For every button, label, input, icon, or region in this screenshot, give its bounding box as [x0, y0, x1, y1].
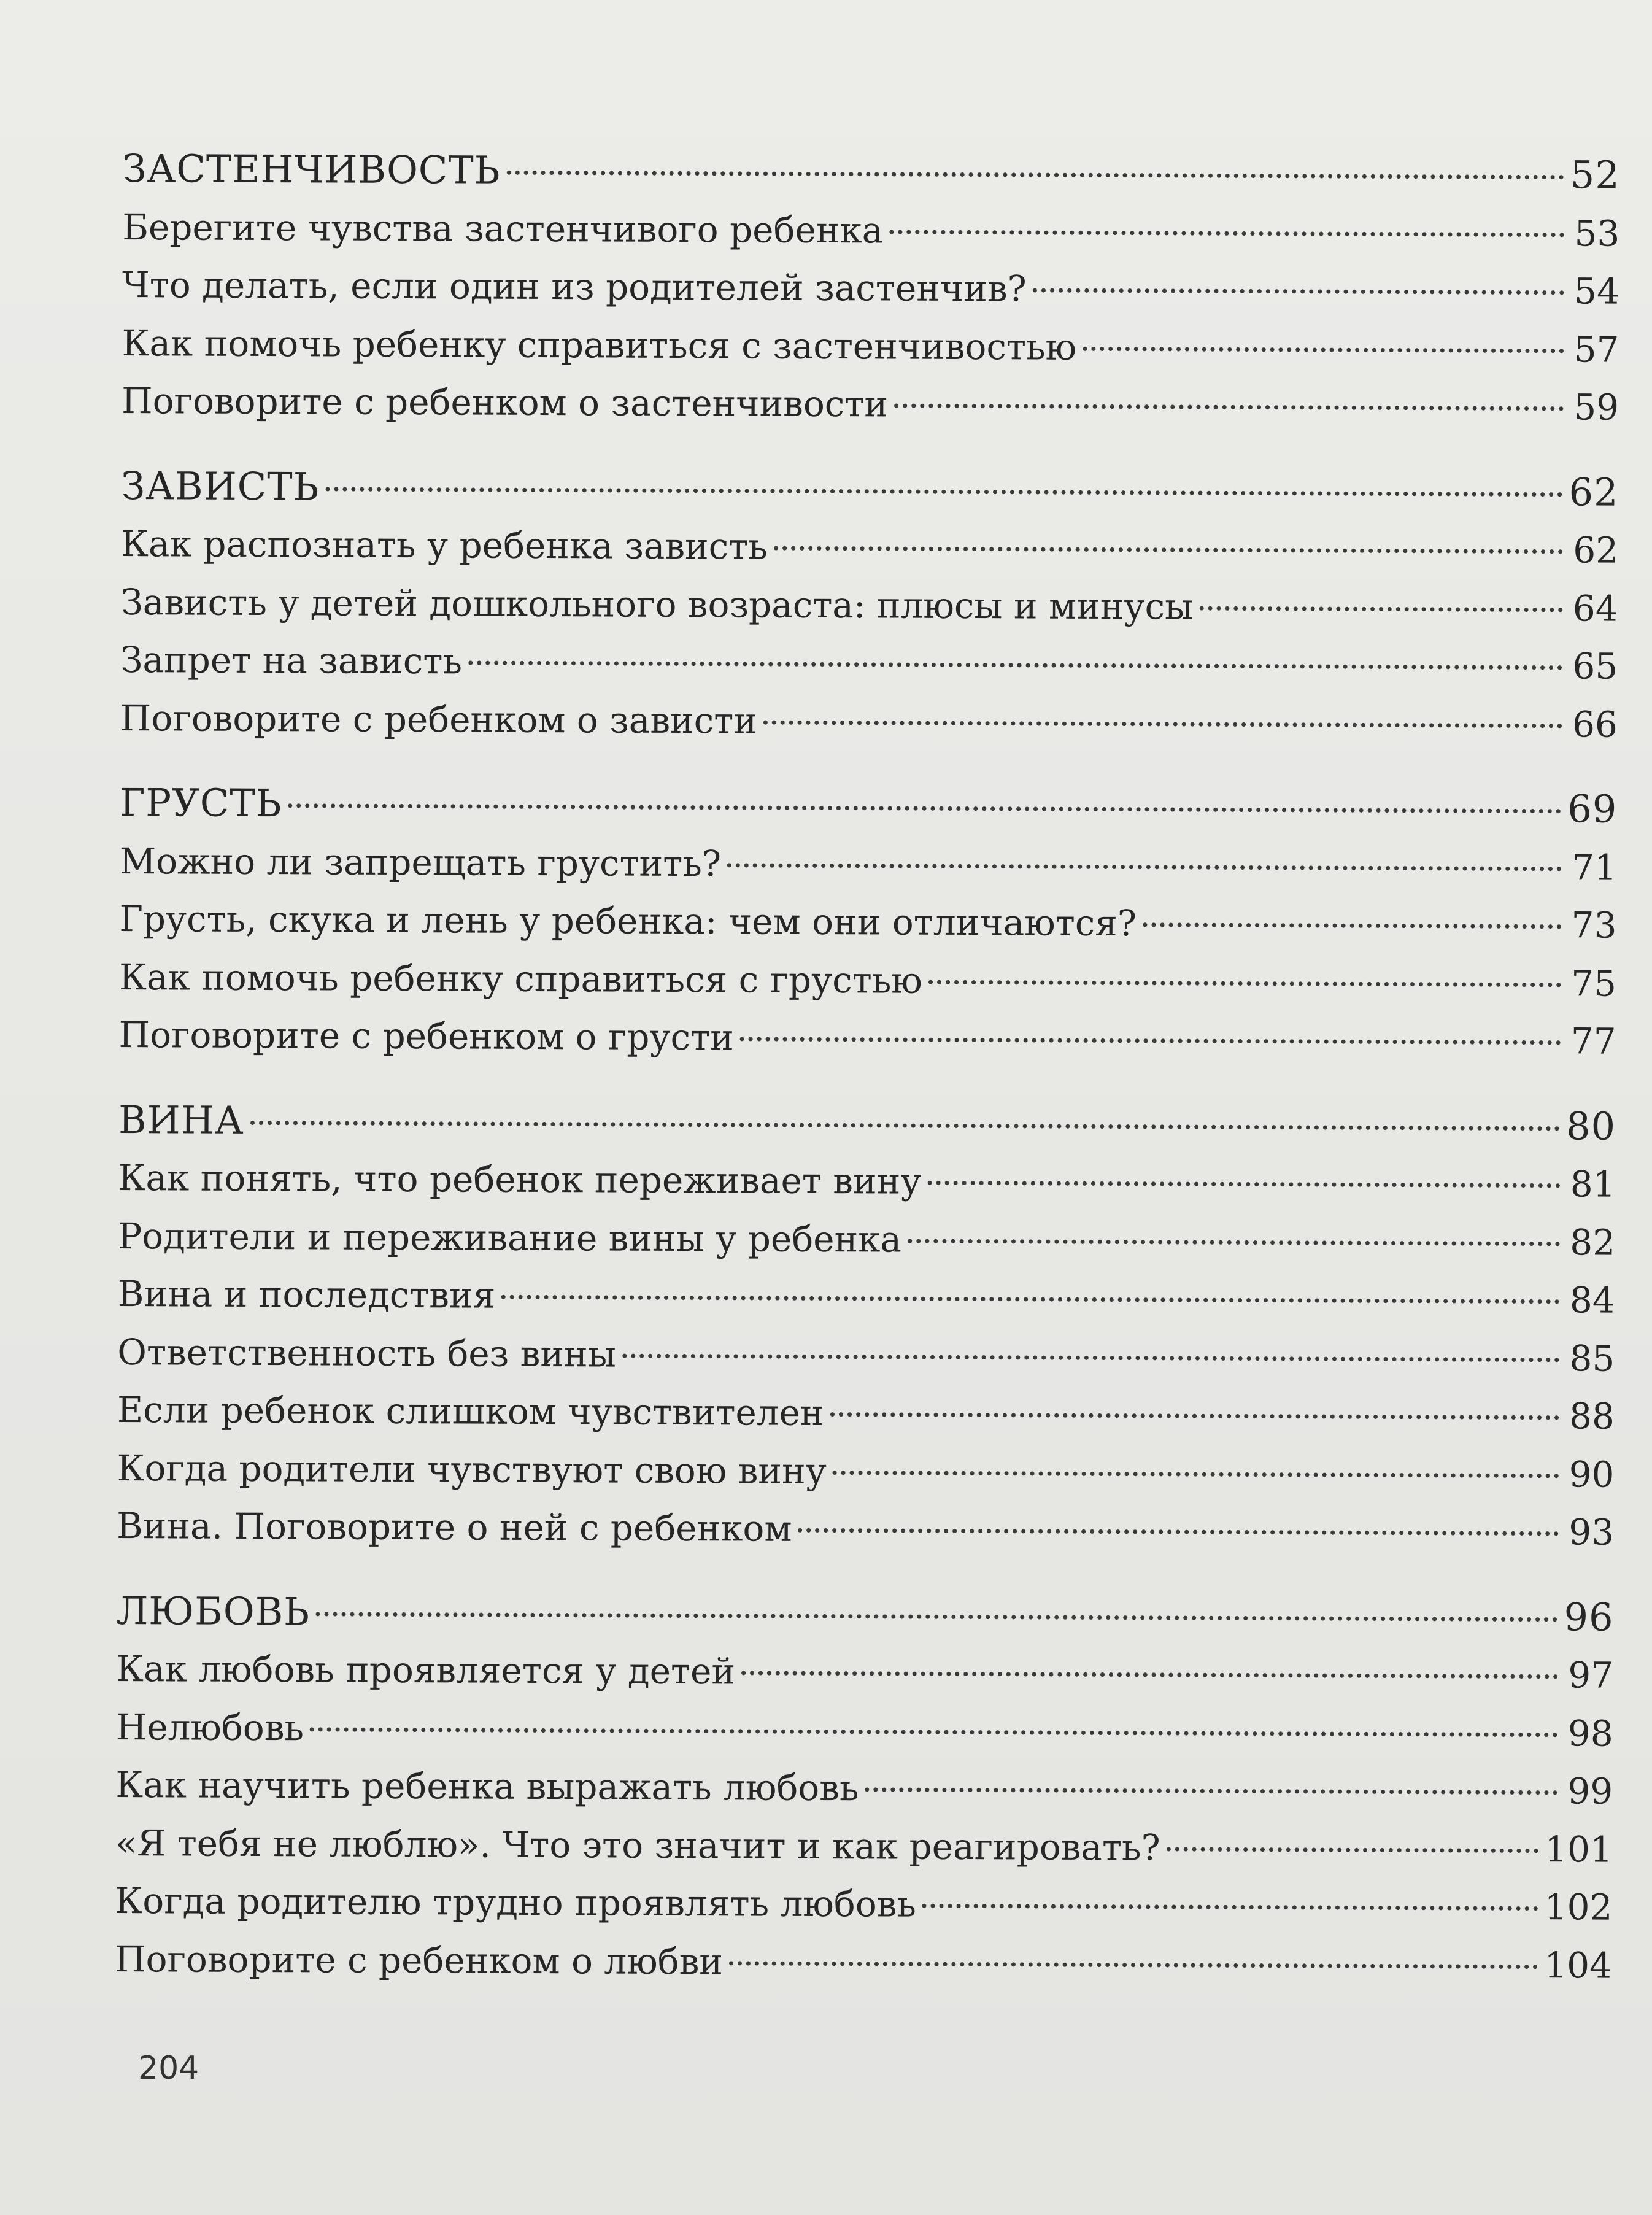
toc-heading-title: ВИНА [118, 1097, 244, 1143]
dot-leader [830, 1412, 1559, 1420]
dot-leader [468, 660, 1562, 670]
toc-entry-page: 84 [1569, 1279, 1615, 1321]
toc-entry-page: 73 [1571, 904, 1617, 946]
toc-heading [118, 1091, 1616, 1155]
toc-entry-title: Вина и последствия [117, 1272, 496, 1316]
dot-leader [833, 1471, 1559, 1478]
toc-heading [123, 140, 1620, 204]
toc-section-envy [120, 457, 1619, 753]
table-of-contents [115, 140, 1620, 2022]
dot-leader [288, 803, 1561, 813]
toc-entry [120, 631, 1618, 695]
toc-entry [122, 256, 1619, 320]
toc-entry-title: Нелюбовь [115, 1706, 304, 1749]
toc-entry-title: Поговорите с ребенком о любви [114, 1938, 724, 1982]
dot-leader [1199, 606, 1562, 612]
page-number: 204 [138, 2050, 199, 2087]
toc-entry-page: 64 [1572, 587, 1618, 630]
toc-entry [121, 573, 1618, 637]
toc-entry-title: Запрет на зависть [120, 638, 463, 682]
toc-heading [120, 774, 1617, 838]
toc-entry [120, 832, 1617, 896]
toc-entry-title: Поговорите с ребенком о грусти [118, 1013, 735, 1059]
dot-leader [729, 1961, 1538, 1969]
dot-leader [928, 980, 1561, 986]
toc-entry-page: 57 [1573, 328, 1619, 371]
toc-entry-title: Как понять, что ребенок переживает вину [118, 1156, 922, 1202]
toc-entry-title: Как распознать у ребенка зависть [120, 522, 768, 568]
dot-leader [908, 1239, 1560, 1246]
toc-entry-page: 77 [1570, 1020, 1616, 1062]
toc-entry [117, 1497, 1614, 1561]
toc-heading-page: 96 [1564, 1594, 1614, 1640]
toc-heading-page: 52 [1570, 152, 1620, 198]
dot-leader [727, 863, 1562, 871]
toc-entry-page: 90 [1569, 1453, 1615, 1496]
toc-entry-page: 102 [1544, 1886, 1613, 1928]
toc-entry [119, 948, 1616, 1012]
toc-entry-title: Грусть, скука и лень у ребенка: чем они отличаются? [119, 897, 1137, 945]
toc-entry [117, 1381, 1615, 1445]
toc-entry-title: Как помочь ребенку справиться с грустью [118, 956, 923, 1002]
toc-entry [118, 1207, 1615, 1271]
toc-entry-page: 82 [1570, 1221, 1616, 1264]
toc-entry-page: 66 [1572, 703, 1618, 746]
toc-heading [116, 1582, 1613, 1646]
toc-heading-page: 80 [1565, 1103, 1616, 1149]
toc-entry-title: Если ребенок слишком чувствителен [117, 1388, 824, 1434]
toc-entry [120, 689, 1618, 753]
toc-entry-page: 97 [1568, 1654, 1614, 1696]
toc-entry-title: Когда родителю трудно проявлять любовь [115, 1879, 917, 1925]
toc-entry-title: Ответственность без вины [117, 1331, 617, 1375]
toc-entry-page: 98 [1567, 1712, 1613, 1755]
toc-entry-page: 71 [1571, 846, 1618, 889]
toc-entry-title: Поговорите с ребенком о зависти [120, 697, 758, 742]
dot-leader [865, 1787, 1557, 1795]
toc-entry [116, 1698, 1613, 1762]
dot-leader [922, 1904, 1538, 1911]
toc-heading-title: ЛЮБОВЬ [116, 1588, 311, 1634]
toc-entry [117, 1323, 1615, 1387]
dot-leader [506, 171, 1564, 180]
toc-entry-title: Как любовь проявляется у детей [115, 1647, 736, 1693]
toc-entry-title: Берегите чувства застенчивого ребенка [122, 206, 884, 251]
toc-entry [115, 1930, 1612, 1994]
toc-entry-page: 99 [1567, 1770, 1613, 1812]
toc-entry-page: 59 [1573, 386, 1619, 428]
dot-leader [622, 1353, 1560, 1362]
toc-entry [122, 314, 1619, 378]
dot-leader [325, 487, 1562, 497]
toc-entry-page: 53 [1574, 212, 1620, 255]
toc-heading-page: 62 [1569, 469, 1619, 515]
dot-leader [774, 546, 1563, 554]
dot-leader [250, 1120, 1560, 1130]
dot-leader [763, 720, 1562, 728]
toc-entry-title: Поговорите с ребенком о застенчивости [121, 379, 889, 425]
dot-leader [1033, 288, 1564, 295]
toc-entry [119, 890, 1616, 954]
toc-heading-page: 69 [1567, 786, 1618, 832]
toc-entry [122, 198, 1619, 262]
toc-entry [121, 515, 1618, 579]
toc-section-sadness [118, 774, 1617, 1070]
toc-entry-title: «Я тебя не люблю». Что это значит и как реагировать? [115, 1822, 1160, 1868]
toc-heading-title: ЗАВИСТЬ [121, 463, 320, 509]
dot-leader [310, 1727, 1558, 1737]
toc-entry [118, 1006, 1616, 1070]
toc-entry-page: 85 [1569, 1337, 1615, 1380]
toc-entry-page: 54 [1573, 270, 1620, 312]
toc-entry-page: 101 [1545, 1828, 1613, 1871]
toc-entry [122, 372, 1619, 436]
toc-entry-title: Вина. Поговорите о ней с ребенком [116, 1504, 792, 1550]
toc-entry-page: 65 [1572, 645, 1618, 687]
dot-leader [1143, 922, 1561, 929]
toc-entry-title: Зависть у детей дошкольного возраста: плюсы и минусы [120, 581, 1194, 628]
toc-entry-title: Родители и переживание вины у ребенка [118, 1215, 902, 1261]
dot-leader [798, 1528, 1559, 1536]
dot-leader [1083, 346, 1564, 352]
dot-leader [894, 403, 1564, 411]
toc-entry-title: Когда родители чувствуют свою вину [117, 1447, 827, 1492]
toc-heading-title: ГРУСТЬ [120, 779, 282, 826]
dot-leader [316, 1612, 1558, 1622]
toc-entry [116, 1640, 1613, 1704]
toc-heading-title: ЗАСТЕНЧИВОСТЬ [122, 145, 501, 193]
toc-entry [115, 1756, 1613, 1820]
toc-entry-page: 62 [1573, 529, 1619, 571]
toc-entry-page: 81 [1570, 1163, 1616, 1205]
toc-entry [115, 1872, 1612, 1936]
toc-entry-page: 104 [1544, 1944, 1613, 1987]
toc-entry [115, 1814, 1613, 1878]
toc-section-shyness [122, 140, 1620, 436]
toc-entry-title: Что делать, если один из родителей застенчив? [122, 263, 1027, 310]
dot-leader [501, 1295, 1560, 1304]
toc-entry-title: Можно ли запрещать грустить? [119, 840, 722, 884]
toc-section-love [115, 1582, 1614, 1994]
dot-leader [741, 1671, 1558, 1679]
toc-entry-title: Как помочь ребенку справиться с застенчивостью [122, 322, 1077, 368]
toc-entry-page: 88 [1569, 1395, 1615, 1437]
toc-entry-title: Как научить ребенка выражать любовь [115, 1763, 859, 1809]
dot-leader [740, 1037, 1561, 1045]
toc-entry [118, 1149, 1615, 1213]
dot-leader [889, 230, 1564, 237]
toc-heading [121, 457, 1618, 521]
toc-entry-page: 75 [1571, 962, 1617, 1005]
toc-entry [117, 1439, 1614, 1503]
dot-leader [927, 1181, 1560, 1188]
toc-section-guilt [117, 1091, 1616, 1561]
toc-entry-page: 93 [1569, 1511, 1615, 1553]
toc-entry [118, 1265, 1615, 1329]
dot-leader [1167, 1847, 1538, 1853]
